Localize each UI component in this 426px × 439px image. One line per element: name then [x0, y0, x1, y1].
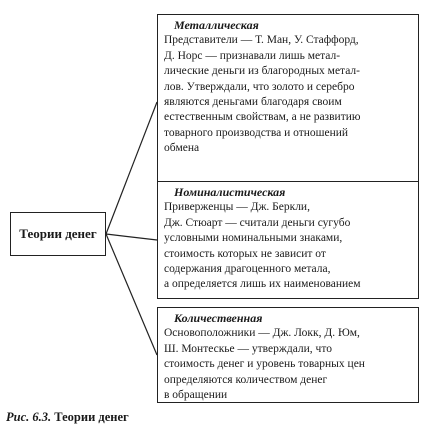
figure-caption [6, 410, 129, 425]
theory-title: Номиналистическая [174, 185, 286, 199]
center-node-label: Теории денег [19, 226, 97, 241]
figure-caption-text: Теории денег [54, 410, 129, 424]
theory-description: Представители — Т. Ман, У. Стаффорд, Д. Норс — признавали лишь метал- лические деньги из благородных метал- лов. Утверждали, что золото и серебро являются деньгами благодаря своим естественным свойствам, а не развитию товарного производства и отношений обмена [164, 34, 361, 155]
center-node [10, 212, 106, 256]
theory-title: Количественная [174, 311, 263, 325]
theory-description: Приверженцы — Дж. Беркли, Дж. Стюарт — считали деньги сугубо условными номинальными знаками, стоимость которых не зависит от содержания драгоценного метала, а определяется лишь их наименованием [164, 201, 361, 291]
connector-line-metal [106, 102, 157, 234]
connector-line-quant [106, 234, 157, 355]
figure-number: Рис. 6.3. [6, 410, 52, 424]
theory-box-nominalistic [157, 181, 419, 299]
theory-box-quantitative [157, 307, 419, 403]
connector-line-nominal [106, 234, 157, 240]
theory-box-metallic [157, 14, 419, 190]
theory-title: Металлическая [174, 18, 259, 32]
theory-description: Основоположники — Дж. Локк, Д. Юм, Ш. Монтескье — утверждали, что стоимость денег и уровень товарных цен определяются количеством денег в обращении [164, 327, 365, 402]
